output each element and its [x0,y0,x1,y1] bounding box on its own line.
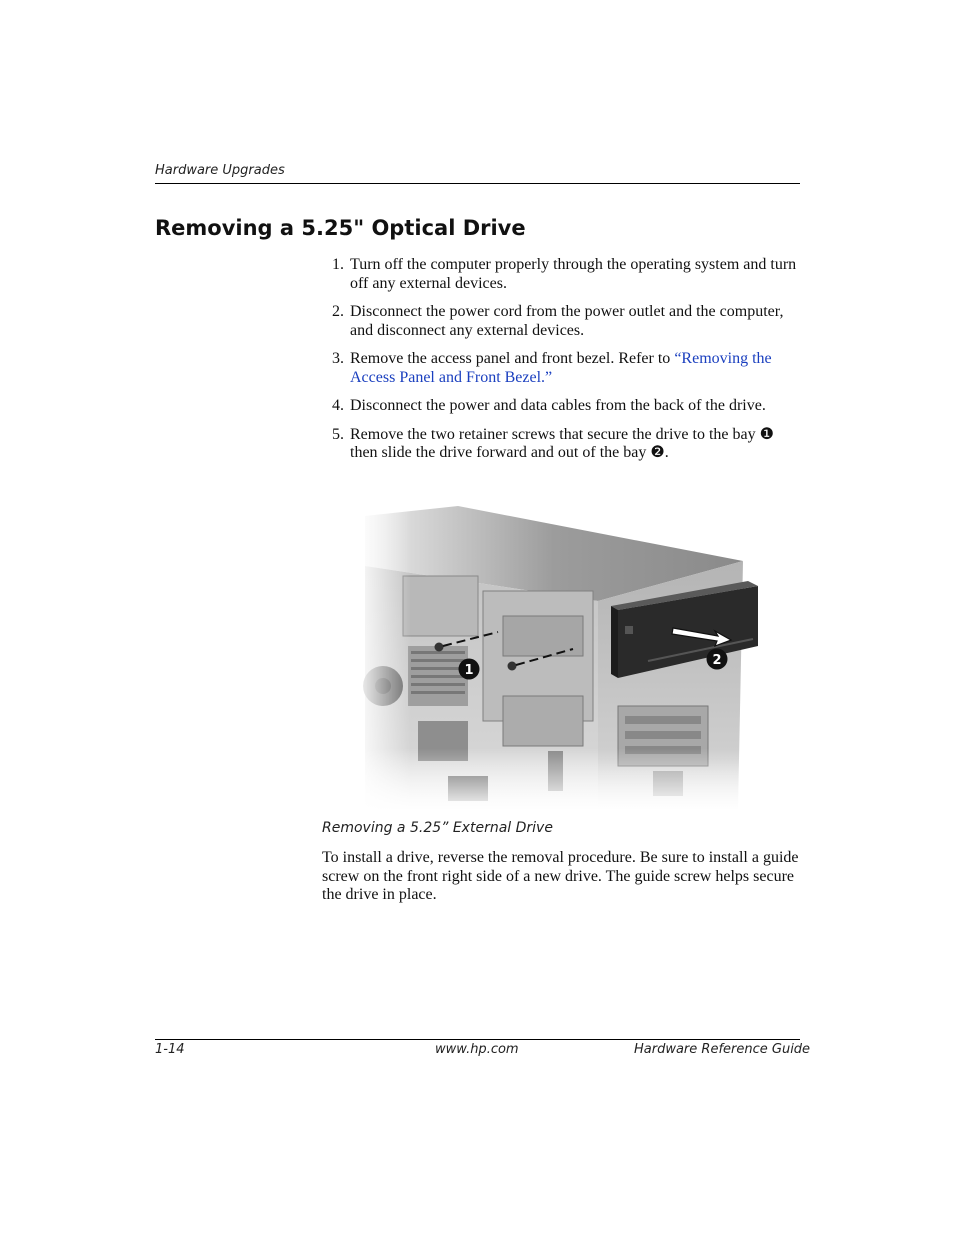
header-rule [155,183,800,184]
step-text: then slide the drive forward and out of the bay [350,444,651,461]
step-3 [332,350,802,387]
step-number: 3. [332,350,344,367]
footer-url: www.hp.com [435,1042,519,1057]
step-2 [332,303,802,340]
step-text: Turn off the computer properly through the operating system and turn off any external devices. [350,256,797,292]
step-1 [332,256,802,293]
step-text: Remove the two retainer screws that secure the drive to the bay [350,425,760,443]
step-text: . [664,444,669,461]
install-note-paragraph: To install a drive, reverse the removal procedure. Be sure to install a guide screw on the front right side of a new drive. The guide screw helps secure the drive in place. [322,849,799,903]
step-number: 5. [332,425,344,443]
step-4 [332,397,802,416]
step-number: 2. [332,303,344,320]
callout-2-icon: ❷ [650,444,665,461]
procedure-steps [332,256,802,473]
step-text: Remove the access panel and front bezel. Refer to [350,350,675,367]
footer-rule [155,1039,800,1040]
running-header: Hardware Upgrades [155,163,285,178]
page-title: Removing a 5.25" Optical Drive [155,216,526,240]
step-number: 4. [332,397,344,414]
optical-drive-removal-illustration [363,506,763,809]
cross-reference-link[interactable]: “Removing the Access Panel and Front Bezel.” [350,350,772,386]
page-number: 1-14 [155,1042,185,1057]
step-text: Disconnect the power cord from the power outlet and the computer, and disconnect any external devices. [350,303,784,339]
callout-1-icon: ❶ [759,425,774,443]
step-text: Disconnect the power and data cables from the back of the drive. [350,397,766,414]
footer-guide-title: Hardware Reference Guide [634,1042,811,1057]
step-number: 1. [332,256,344,273]
step-5 [332,426,802,463]
figure-caption: Removing a 5.25” External Drive [322,820,553,836]
